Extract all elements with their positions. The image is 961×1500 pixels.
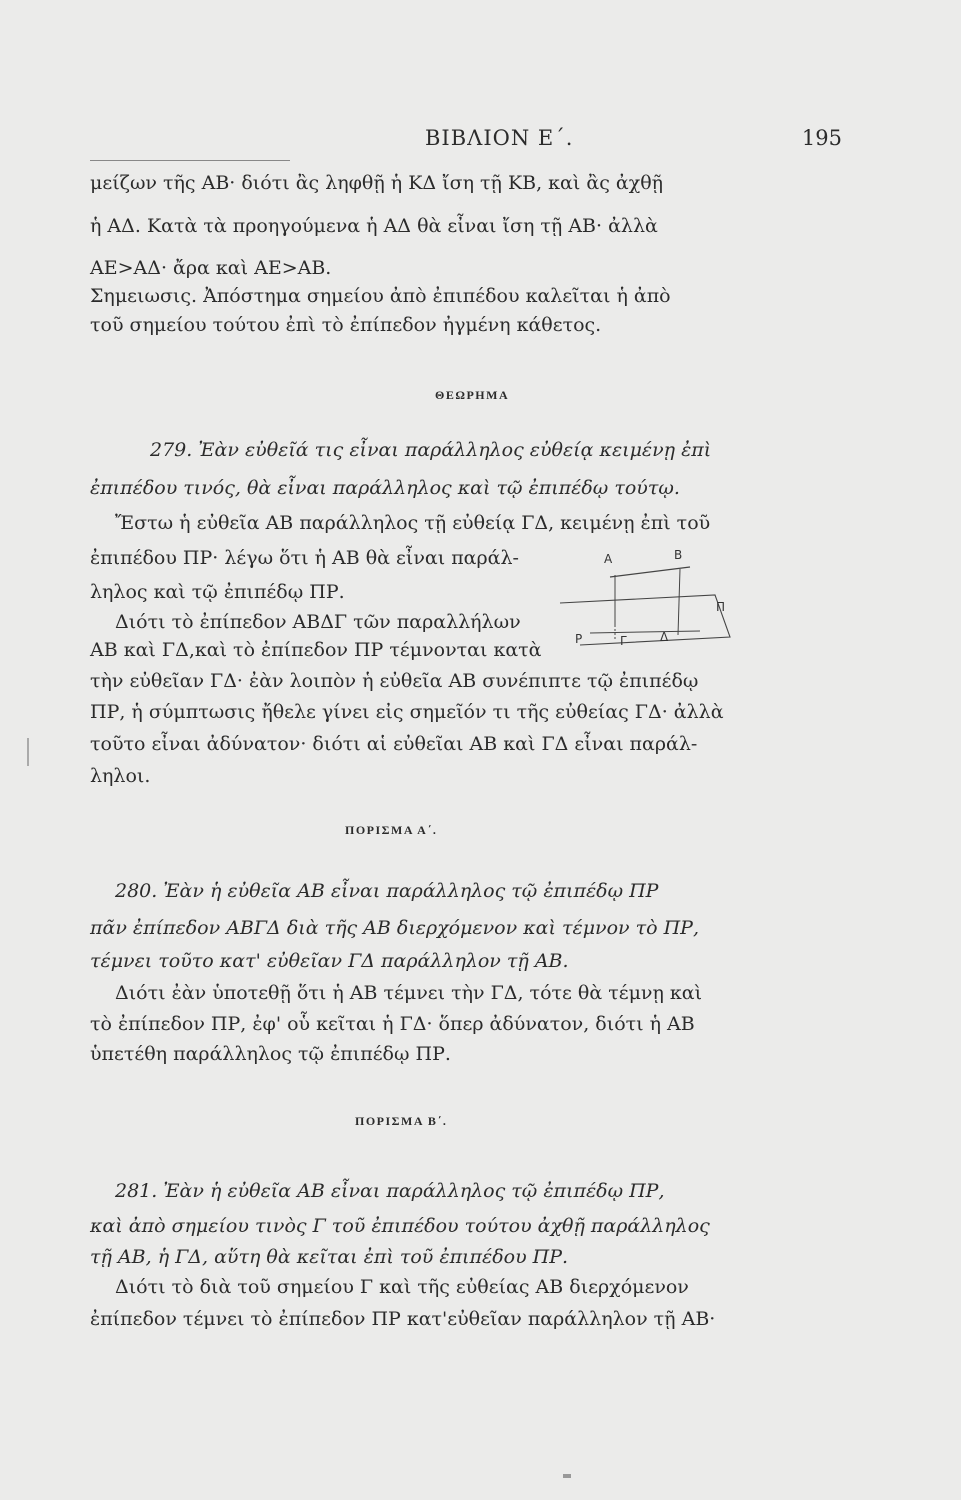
corollary-statement-line: πᾶν ἐπίπεδον ΑΒΓΔ διὰ τῆς ΑΒ διερχόμενον καὶ τέμνον τὸ ΠΡ, [90, 917, 700, 939]
bottom-edge-mark [563, 1474, 571, 1478]
corollary-281 [90, 1178, 750, 1338]
corollary-statement-line: τῇ ΑΒ, ἡ ΓΔ, αὕτη θὰ κεῖται ἐπὶ τοῦ ἐπιπέδου ΠΡ. [90, 1246, 569, 1268]
proof-line: ληλοι. [90, 765, 151, 787]
label-d: Δ [660, 630, 669, 644]
label-b: Β [674, 548, 683, 562]
proof-line: ΠΡ, ἡ σύμπτωσις ἤθελε γίνει εἰς σημεῖόν τι τῆς εὐθείας ΓΔ· ἀλλὰ [90, 701, 724, 723]
parallel-plane-diagram [575, 548, 750, 675]
corollary-statement-line: καὶ ἀπὸ σημείου τινὸς Γ τοῦ ἐπιπέδου τούτου ἀχθῇ παράλληλος [90, 1215, 710, 1237]
proof-line: Διότι τὸ ἐπίπεδον ΑΒΔΓ τῶν παραλλήλων [115, 611, 521, 633]
label-g: Γ [620, 634, 627, 648]
page-header [90, 120, 870, 160]
proof-line: Διότι ἐὰν ὑποτεθῇ ὅτι ἡ ΑΒ τέμνει τὴν ΓΔ, τότε θὰ τέμνῃ καὶ [115, 982, 703, 1004]
label-p: Π [716, 600, 726, 614]
geometry-figure [575, 548, 750, 675]
corollary-statement-line: 281. Ἐὰν ἡ εὐθεῖα ΑΒ εἶναι παράλληλος τῷ ἐπιπέδῳ ΠΡ, [115, 1180, 665, 1202]
line-ab [610, 567, 690, 577]
label-a: Α [604, 552, 613, 566]
proof-line: ὑπετέθη παράλληλος τῷ ἐπιπέδῳ ΠΡ. [90, 1043, 451, 1065]
text-line: Σημειωσις. Ἀπόστημα σημείου ἀπὸ ἐπιπέδου καλεῖται ἡ ἀπὸ [90, 285, 671, 307]
label-r: Ρ [575, 632, 583, 646]
text-line: τοῦ σημείου τούτου ἐπὶ τὸ ἐπίπεδον ἠγμένη κάθετος. [90, 314, 602, 336]
header-rule [90, 160, 290, 161]
corollary-a-heading: ΠΟΡΙΣΜΑ Α΄. [345, 823, 438, 837]
proof-line: ἐπίπεδον τέμνει τὸ ἐπίπεδον ΠΡ κατ'εὐθεῖαν παράλληλον τῇ ΑΒ· [90, 1308, 716, 1330]
plane-pr [560, 595, 730, 645]
text-line: ΑΕ>ΑΔ· ἄρα καὶ ΑΕ>ΑΒ. [90, 257, 332, 279]
text-line: ἡ ΑΔ. Κατὰ τὰ προηγούμενα ἡ ΑΔ θὰ εἶναι ἴση τῇ ΑΒ· ἀλλὰ [90, 215, 658, 237]
proof-line: τοῦτο εἶναι ἀδύνατον· διότι αἱ εὐθεῖαι ΑΒ καὶ ΓΔ εἶναι παράλ- [90, 733, 698, 755]
margin-mark [27, 738, 29, 766]
theorem-statement-line: 279. Ἐὰν εὐθεῖά τις εἶναι παράλληλος εὐθείᾳ κειμένῃ ἐπὶ [150, 439, 712, 461]
text-line: μείζων τῆς ΑΒ· διότι ἂς ληφθῇ ἡ ΚΔ ἴση τῇ ΚΒ, καὶ ἂς ἀχθῇ [90, 172, 664, 194]
corollary-280 [90, 878, 750, 1078]
proof-line: ΑΒ καὶ ΓΔ,καὶ τὸ ἐπίπεδον ΠΡ τέμνονται κατὰ [90, 639, 542, 661]
proof-line: τὴν εὐθεῖαν ΓΔ· ἐὰν λοιπὸν ἡ εὐθεῖα ΑΒ συνέπιπτε τῷ ἐπιπέδῳ [90, 670, 699, 692]
line-b-down [678, 569, 680, 635]
proof-line: ληλος καὶ τῷ ἐπιπέδῳ ΠΡ. [90, 581, 345, 603]
page-number: 195 [801, 126, 842, 150]
line-gd [590, 631, 700, 633]
corollary-b-heading: ΠΟΡΙΣΜΑ Β΄. [355, 1114, 448, 1128]
proof-line: Ἔστω ἡ εὐθεῖα ΑΒ παράλληλος τῇ εὐθείᾳ ΓΔ, κειμένῃ ἐπὶ τοῦ [115, 512, 711, 534]
running-title: ΒΙΒΛΙΟΝ Ε΄. [425, 126, 574, 150]
proof-line: Διότι τὸ διὰ τοῦ σημείου Γ καὶ τῆς εὐθείας ΑΒ διερχόμενον [115, 1276, 689, 1298]
corollary-statement-line: τέμνει τοῦτο κατ' εὐθεῖαν ΓΔ παράλληλον τῇ ΑΒ. [90, 950, 569, 972]
paragraph-continuation [90, 170, 750, 340]
theorem-statement-line: ἐπιπέδου τινός, θὰ εἶναι παράλληλος καὶ τῷ ἐπιπέδῳ τούτῳ. [90, 477, 680, 499]
theorem-heading: ΘΕΩΡΗΜΑ [435, 388, 510, 402]
proof-line: τὸ ἐπίπεδον ΠΡ, ἐφ' οὗ κεῖται ἡ ΓΔ· ὅπερ ἀδύνατον, διότι ἡ ΑΒ [90, 1013, 695, 1035]
corollary-statement-line: 280. Ἐὰν ἡ εὐθεῖα ΑΒ εἶναι παράλληλος τῷ ἐπιπέδῳ ΠΡ [115, 880, 659, 902]
proof-line: ἐπιπέδου ΠΡ· λέγω ὅτι ἡ ΑΒ θὰ εἶναι παράλ- [90, 547, 519, 569]
